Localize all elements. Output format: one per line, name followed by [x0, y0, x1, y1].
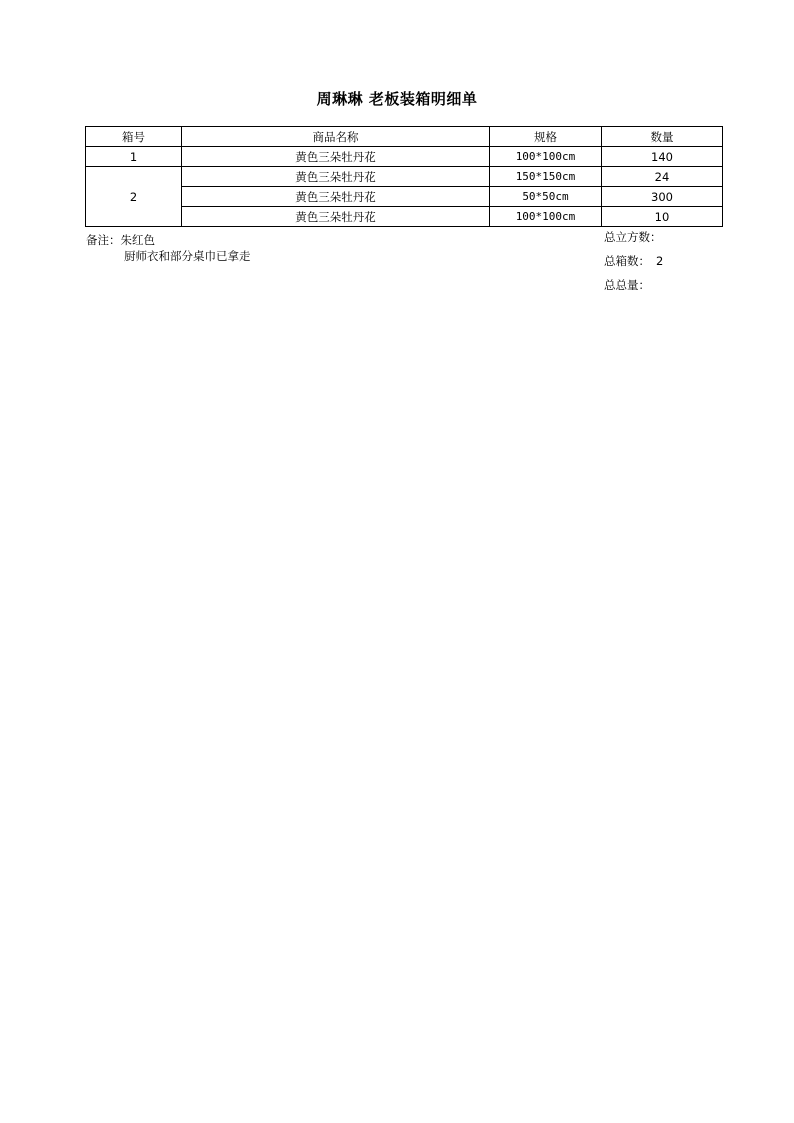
remarks-color: 朱红色 [120, 233, 155, 247]
total-volume [604, 229, 668, 253]
table-row [86, 187, 723, 207]
product-name-cell: 黄色三朵牡丹花 [182, 207, 490, 227]
spec-cell: 50*50cm [490, 187, 602, 207]
total-volume-label: 总立方数： [604, 230, 662, 244]
table-row [86, 167, 723, 187]
product-name-cell: 黄色三朵牡丹花 [182, 167, 490, 187]
header-product-name: 商品名称 [182, 127, 490, 147]
product-name-cell: 黄色三朵牡丹花 [182, 187, 490, 207]
remarks-label: 备注： [86, 233, 121, 247]
spec-cell: 100*100cm [490, 147, 602, 167]
box-number-cell: 2 [86, 167, 182, 227]
quantity-cell: 140 [602, 147, 723, 167]
remarks-line-2: 厨师衣和部分桌巾已拿走 [124, 249, 251, 263]
box-number-cell: 1 [86, 147, 182, 167]
packing-list-table [85, 126, 723, 227]
quantity-cell: 10 [602, 207, 723, 227]
header-quantity: 数量 [602, 127, 723, 147]
total-quantity-label: 总总量： [604, 278, 650, 292]
total-boxes-value: 2 [656, 254, 664, 268]
table-row [86, 147, 723, 167]
remarks-line-1 [86, 232, 251, 248]
total-boxes-label: 总箱数： [604, 254, 650, 268]
spec-cell: 150*150cm [490, 167, 602, 187]
remarks-block [86, 232, 251, 264]
quantity-cell: 24 [602, 167, 723, 187]
quantity-cell: 300 [602, 187, 723, 207]
table-row [86, 207, 723, 227]
header-spec: 规格 [490, 127, 602, 147]
total-quantity [604, 277, 668, 301]
total-boxes [604, 253, 668, 277]
spec-cell: 100*100cm [490, 207, 602, 227]
product-name-cell: 黄色三朵牡丹花 [182, 147, 490, 167]
totals-block [604, 229, 668, 301]
header-box-number: 箱号 [86, 127, 182, 147]
table-header-row [86, 127, 723, 147]
document-title: 周琳琳 老板装箱明细单 [316, 90, 478, 108]
